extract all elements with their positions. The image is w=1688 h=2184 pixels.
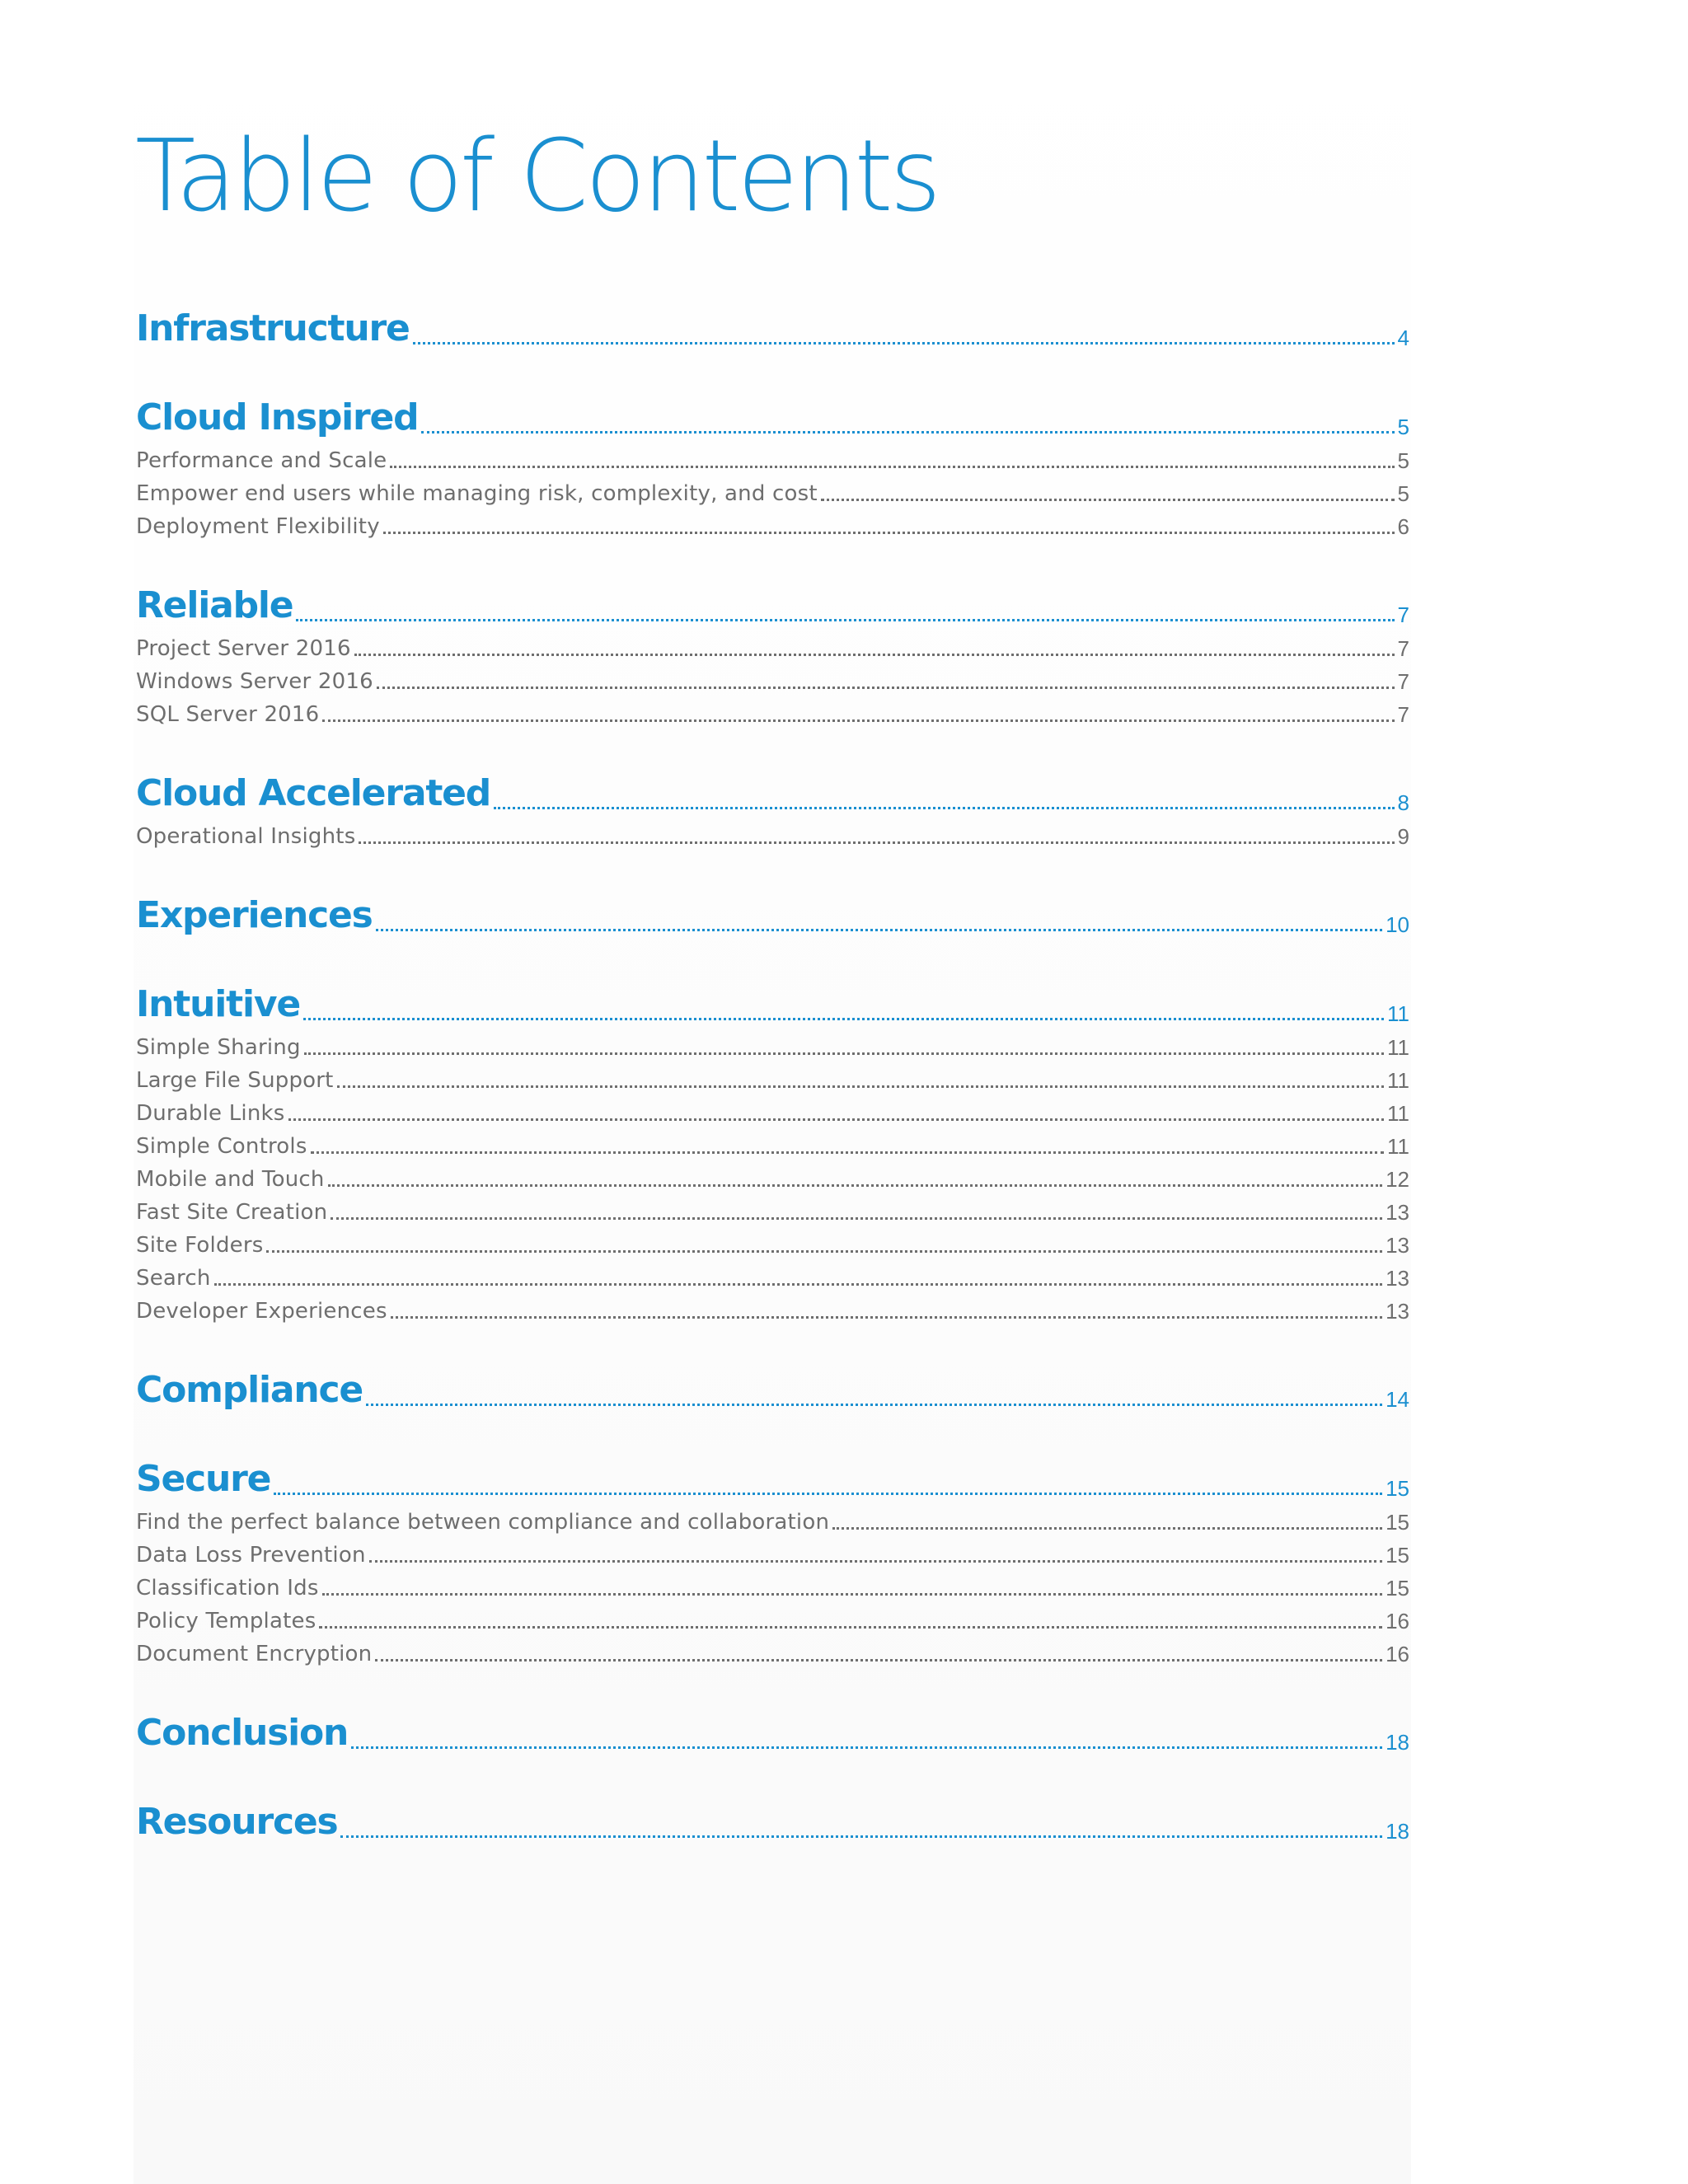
toc-heading-label[interactable]: Resources [136, 1801, 338, 1843]
dot-leader [322, 1593, 1382, 1596]
toc-page-number: 5 [1397, 481, 1409, 506]
toc-subsection-list [136, 1029, 1409, 1326]
toc-page-number: 10 [1386, 912, 1409, 937]
toc-page-number: 7 [1397, 636, 1409, 661]
toc-entry-search[interactable] [136, 1260, 1409, 1293]
toc-section-infrastructure [136, 301, 1409, 354]
toc-entry-label[interactable]: Simple Sharing [136, 1035, 301, 1060]
toc-entry-mobile-and-touch[interactable] [136, 1161, 1409, 1194]
toc-section-reliable [136, 578, 1409, 729]
toc-heading-resources[interactable] [136, 1794, 1409, 1847]
toc-section-secure [136, 1451, 1409, 1669]
dot-leader [319, 1626, 1382, 1629]
dot-leader [390, 466, 1394, 468]
toc-entry-windows-server-2016[interactable] [136, 663, 1409, 696]
toc-heading-label[interactable]: Cloud Accelerated [136, 772, 491, 814]
dot-leader [351, 1746, 1382, 1749]
toc-page-number: 11 [1387, 1035, 1409, 1060]
toc-entry-label[interactable]: Document Encryption [136, 1642, 373, 1666]
toc-entry-label[interactable]: Policy Templates [136, 1609, 316, 1633]
toc-page-number: 15 [1386, 1510, 1409, 1535]
toc-entry-label[interactable]: Classification Ids [136, 1576, 319, 1601]
toc-page-number: 11 [1387, 1101, 1409, 1126]
dot-leader [274, 1493, 1382, 1495]
toc-page-number: 9 [1397, 824, 1409, 849]
dot-leader [366, 1404, 1382, 1406]
toc-page-number: 18 [1386, 1819, 1409, 1844]
toc-entry-label[interactable]: SQL Server 2016 [136, 702, 320, 727]
dot-leader [331, 1217, 1382, 1220]
toc-entry-label[interactable]: Performance and Scale [136, 448, 387, 473]
toc-heading-label[interactable]: Conclusion [136, 1712, 349, 1754]
toc-heading-label[interactable]: Compliance [136, 1369, 363, 1411]
dot-leader [413, 342, 1395, 344]
toc-section-cloud-inspired [136, 390, 1409, 541]
toc-entry-label[interactable]: Mobile and Touch [136, 1167, 325, 1192]
toc-page-number: 16 [1386, 1642, 1409, 1666]
dot-leader [311, 1151, 1384, 1154]
dot-leader [375, 1659, 1382, 1661]
toc-subsection-list [136, 1504, 1409, 1669]
toc-heading-secure[interactable] [136, 1451, 1409, 1504]
toc-entry-label[interactable]: Fast Site Creation [136, 1200, 328, 1225]
dot-leader [354, 654, 1395, 656]
toc-entry-label[interactable]: Project Server 2016 [136, 636, 351, 661]
toc-heading-label[interactable]: Secure [136, 1458, 271, 1500]
dot-leader [340, 1835, 1382, 1838]
toc-entry-simple-sharing[interactable] [136, 1029, 1409, 1062]
toc-section-experiences [136, 888, 1409, 940]
toc-heading-label[interactable]: Cloud Inspired [136, 396, 419, 438]
toc-entry-data-loss-prevention[interactable] [136, 1537, 1409, 1570]
toc-entry-find-the-perfect-balance-between-compliance-and-collaboration[interactable] [136, 1504, 1409, 1537]
dot-leader [296, 619, 1394, 621]
toc-entry-project-server-2016[interactable] [136, 630, 1409, 663]
toc-page-number: 7 [1397, 702, 1409, 727]
toc-subsection-list [136, 630, 1409, 729]
toc-entry-sql-server-2016[interactable] [136, 696, 1409, 729]
dot-leader [821, 499, 1395, 501]
toc-entry-classification-ids[interactable] [136, 1570, 1409, 1603]
toc-entry-developer-experiences[interactable] [136, 1293, 1409, 1326]
dot-leader [421, 431, 1394, 434]
toc-entry-label[interactable]: Operational Insights [136, 824, 356, 849]
toc-entry-empower-end-users-while-managing-risk-complexity-and-cost[interactable] [136, 476, 1409, 509]
dot-leader [391, 1316, 1382, 1319]
toc-section-conclusion [136, 1705, 1409, 1758]
dot-leader [328, 1184, 1383, 1187]
dot-leader [337, 1085, 1384, 1088]
toc-entry-large-file-support[interactable] [136, 1062, 1409, 1095]
toc-subsection-list [136, 818, 1409, 851]
toc-section-compliance [136, 1362, 1409, 1415]
toc-entry-label[interactable]: Simple Controls [136, 1134, 307, 1159]
dot-leader [832, 1527, 1382, 1530]
toc-page-number: 5 [1397, 448, 1409, 473]
table-of-contents [136, 301, 1409, 1847]
dot-leader [214, 1283, 1383, 1286]
toc-entry-label[interactable]: Site Folders [136, 1233, 264, 1258]
toc-page-number: 8 [1397, 790, 1409, 815]
toc-entry-label[interactable]: Deployment Flexibility [136, 514, 380, 539]
toc-page-number: 15 [1386, 1476, 1409, 1501]
dot-leader [288, 1118, 1385, 1121]
toc-entry-document-encryption[interactable] [136, 1636, 1409, 1669]
toc-heading-experiences[interactable] [136, 888, 1409, 940]
toc-heading-label[interactable]: Reliable [136, 584, 293, 626]
toc-entry-policy-templates[interactable] [136, 1603, 1409, 1636]
dot-leader [376, 929, 1382, 931]
toc-heading-conclusion[interactable] [136, 1705, 1409, 1758]
toc-heading-infrastructure[interactable] [136, 301, 1409, 354]
toc-page-number: 13 [1386, 1299, 1409, 1324]
toc-heading-cloud-inspired[interactable] [136, 390, 1409, 443]
dot-leader [369, 1560, 1382, 1563]
page-title: Table of Contents [135, 120, 939, 234]
toc-entry-label[interactable]: Find the perfect balance between compliance and collaboration [136, 1510, 830, 1535]
dot-leader [303, 1018, 1384, 1020]
toc-heading-compliance[interactable] [136, 1362, 1409, 1415]
toc-section-intuitive [136, 977, 1409, 1326]
toc-page-number: 12 [1386, 1167, 1409, 1192]
toc-entry-operational-insights[interactable] [136, 818, 1409, 851]
toc-page-number: 18 [1386, 1730, 1409, 1755]
toc-page-number: 13 [1386, 1233, 1409, 1258]
toc-page-number: 14 [1386, 1387, 1409, 1412]
dot-leader [359, 841, 1394, 844]
toc-entry-fast-site-creation[interactable] [136, 1194, 1409, 1227]
toc-page-number: 11 [1387, 1134, 1409, 1159]
toc-heading-label[interactable]: Infrastructure [136, 307, 410, 349]
toc-heading-reliable[interactable] [136, 578, 1409, 630]
toc-section-cloud-accelerated [136, 766, 1409, 851]
toc-page-number: 5 [1397, 415, 1409, 439]
toc-entry-label[interactable]: Empower end users while managing risk, complexity, and cost [136, 481, 818, 506]
toc-page-number: 15 [1386, 1543, 1409, 1568]
toc-entry-deployment-flexibility[interactable] [136, 509, 1409, 541]
toc-heading-intuitive[interactable] [136, 977, 1409, 1029]
toc-entry-site-folders[interactable] [136, 1227, 1409, 1260]
toc-page-number: 7 [1397, 602, 1409, 627]
toc-page-number: 7 [1397, 669, 1409, 694]
toc-page-number: 15 [1386, 1576, 1409, 1601]
toc-entry-label[interactable]: Windows Server 2016 [136, 669, 373, 694]
toc-page-number: 11 [1387, 1068, 1409, 1093]
toc-heading-cloud-accelerated[interactable] [136, 766, 1409, 818]
toc-entry-label[interactable]: Search [136, 1266, 211, 1291]
toc-entry-label[interactable]: Developer Experiences [136, 1299, 387, 1324]
toc-section-resources [136, 1794, 1409, 1847]
dot-leader [494, 807, 1394, 809]
toc-subsection-list [136, 443, 1409, 541]
dot-leader [322, 719, 1394, 722]
toc-page-number: 16 [1386, 1609, 1409, 1633]
toc-entry-label[interactable]: Durable Links [136, 1101, 285, 1126]
toc-entry-simple-controls[interactable] [136, 1128, 1409, 1161]
dot-leader [266, 1250, 1382, 1253]
toc-entry-durable-links[interactable] [136, 1095, 1409, 1128]
toc-entry-performance-and-scale[interactable] [136, 443, 1409, 476]
dot-leader [383, 532, 1395, 534]
toc-page-number: 4 [1397, 326, 1409, 350]
toc-entry-label[interactable]: Data Loss Prevention [136, 1543, 366, 1568]
toc-page-number: 13 [1386, 1200, 1409, 1225]
toc-entry-label[interactable]: Large File Support [136, 1068, 334, 1093]
toc-page-number: 6 [1397, 514, 1409, 539]
toc-page-number: 11 [1387, 1001, 1409, 1026]
toc-page-number: 13 [1386, 1266, 1409, 1291]
toc-heading-label[interactable]: Intuitive [136, 983, 300, 1025]
dot-leader [304, 1052, 1384, 1055]
toc-heading-label[interactable]: Experiences [136, 894, 373, 936]
dot-leader [377, 687, 1395, 689]
